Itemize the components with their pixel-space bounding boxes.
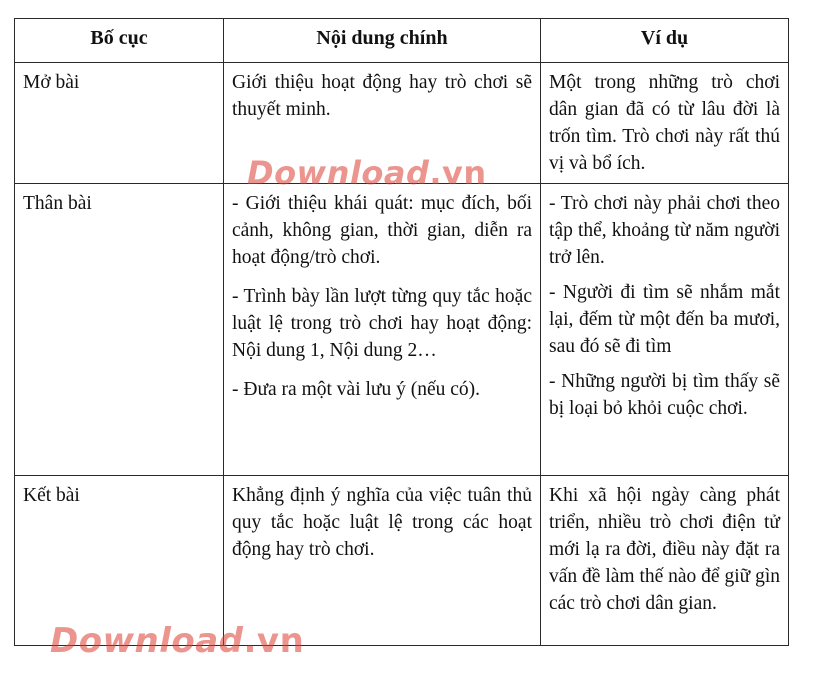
content-paragraph: - Giới thiệu khái quát: mục đích, bối cảnh, không gian, thời gian, diễn ra hoạt động/trò chơi. <box>232 193 532 268</box>
watermark-brand: Download <box>247 154 430 192</box>
header-example: Ví dụ <box>541 19 789 63</box>
header-structure: Bố cục <box>15 19 224 63</box>
content-paragraph: - Đưa ra một vài lưu ý (nếu có). <box>232 379 481 400</box>
row-content <box>224 476 541 646</box>
watermark-tld: .vn <box>429 154 487 192</box>
content-paragraph: Khẳng định ý nghĩa của việc tuân thủ quy tắc hoặc luật lệ trong các hoạt động hay trò chơi. <box>232 485 532 560</box>
row-label: Mở bài <box>15 63 224 184</box>
example-paragraph: - Những người bị tìm thấy sẽ bị loại bỏ khỏi cuộc chơi. <box>549 371 780 419</box>
row-example <box>541 184 789 476</box>
watermark-brand: Download <box>50 621 244 661</box>
watermark-logo <box>247 154 487 192</box>
watermark-tld: .vn <box>243 621 305 661</box>
table-header-row <box>15 19 789 63</box>
row-example <box>541 63 789 184</box>
row-label: Kết bài <box>15 476 224 646</box>
content-paragraph: Giới thiệu hoạt động hay trò chơi sẽ thuyết minh. <box>232 72 532 120</box>
example-paragraph: - Trò chơi này phải chơi theo tập thể, khoảng từ năm người trở lên. <box>549 193 780 268</box>
header-main-content: Nội dung chính <box>224 19 541 63</box>
row-label: Thân bài <box>15 184 224 476</box>
example-paragraph: Khi xã hội ngày càng phát triển, nhiều trò chơi điện tử mới lạ ra đời, điều này đặt ra vấn đề làm thế nào để giữ gìn các trò chơi dân gian. <box>549 485 780 614</box>
row-content <box>224 184 541 476</box>
table-row <box>15 476 789 646</box>
content-paragraph: - Trình bày lần lượt từng quy tắc hoặc luật lệ trong trò chơi hay hoạt động: Nội dung 1, Nội dung 2… <box>232 286 532 361</box>
example-paragraph: Một trong những trò chơi dân gian đã có từ lâu đời là trốn tìm. Trò chơi này rất thú vị và bổ ích. <box>549 72 780 174</box>
essay-outline-table <box>14 18 789 646</box>
table-row <box>15 184 789 476</box>
example-paragraph: - Người đi tìm sẽ nhắm mắt lại, đếm từ một đến ba mươi, sau đó sẽ đi tìm <box>549 282 780 357</box>
row-example <box>541 476 789 646</box>
watermark-logo <box>50 621 304 661</box>
